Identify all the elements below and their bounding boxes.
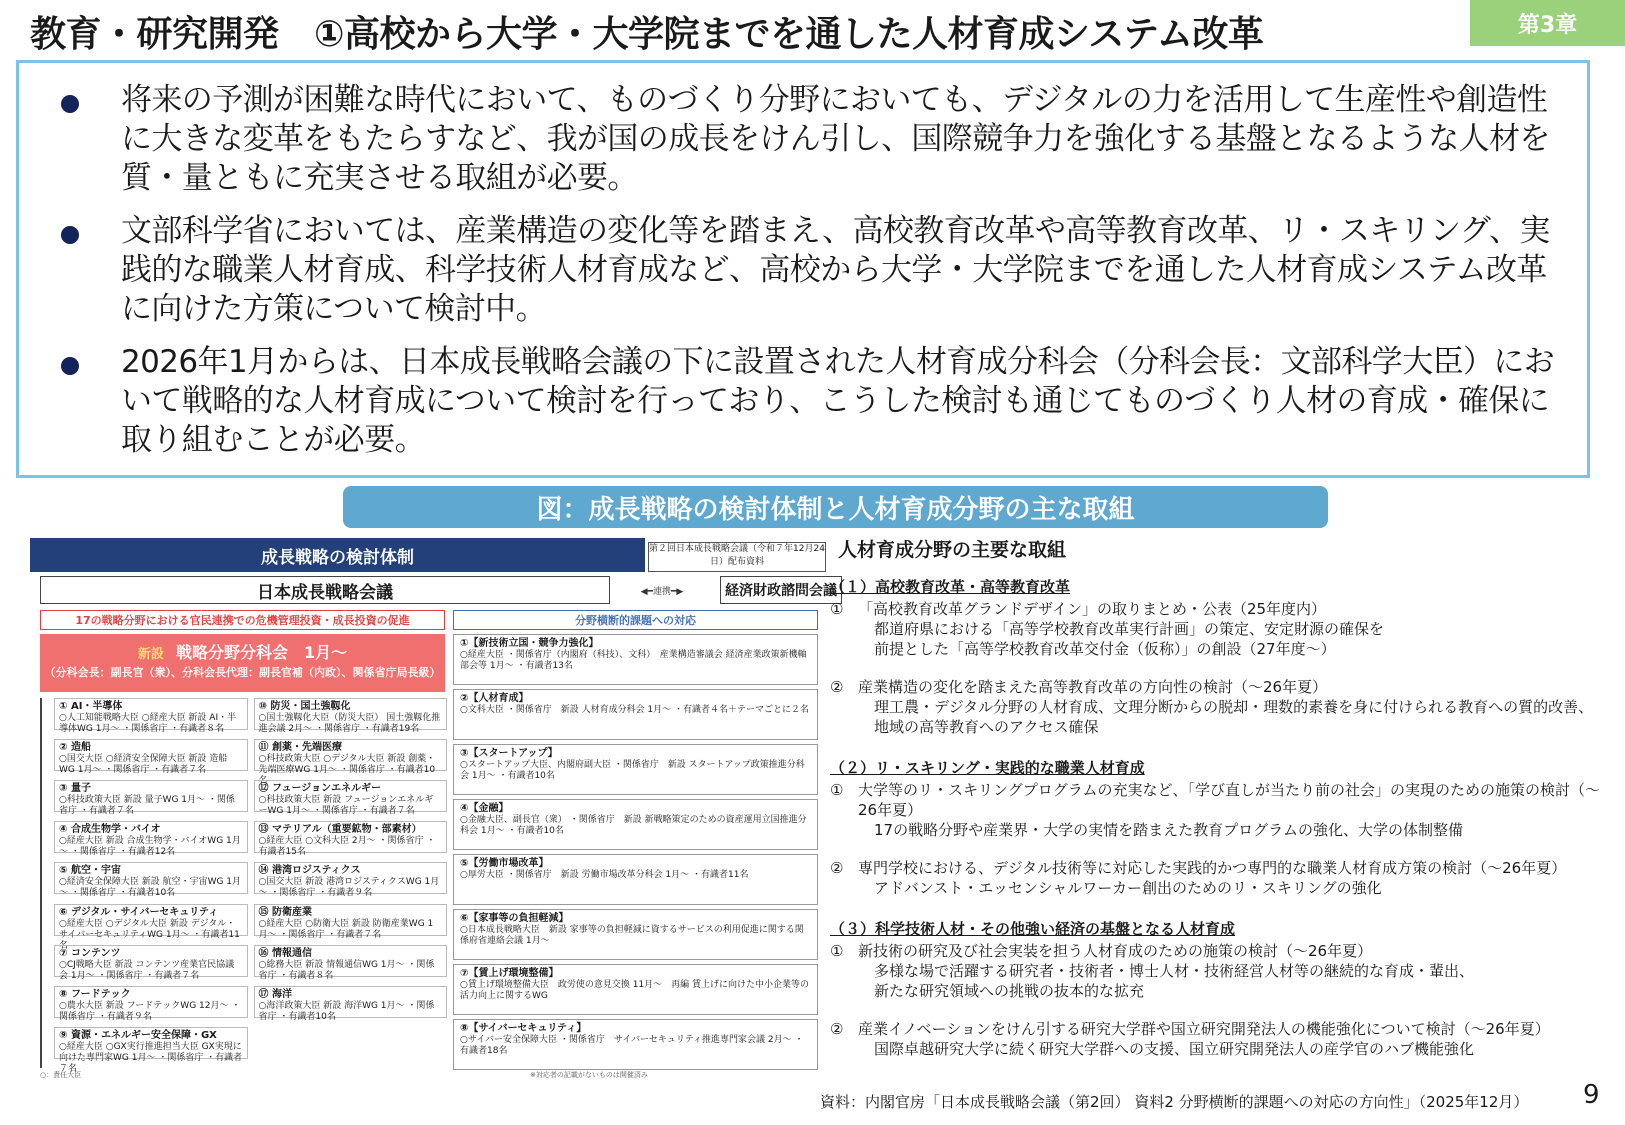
field-detail: ○科技政策大臣 ○デジタル大臣 新設 創薬・先端医療WG 1月～ ・関係省庁 ・有識者10名	[258, 754, 436, 787]
field-detail: ○国交大臣 ○経済安全保障大臣 新設 造船WG 1月～ ・関係省庁 ・有識者７名	[59, 754, 228, 776]
strategy-field-cell	[254, 698, 448, 734]
field-detail: ○海洋政策大臣 新設 海洋WG 1月～ ・関係省庁 ・有識者10名	[258, 1000, 435, 1022]
field-name: ⑧ フードテック	[59, 988, 131, 1000]
field-detail: ○科技政策大臣 新設 フュージョンエネルギーWG 1月～ ・関係省庁 ・有識者７名	[258, 795, 434, 817]
summary-box	[16, 60, 1590, 478]
strategy-field-cell	[54, 780, 248, 817]
initiative-text: 産業構造の変化を踏まえた高等教育改革の方向性の検討（～26年夏）	[858, 678, 1328, 696]
initiative-text: 大学等のリ・スキリングプログラムの充実など、「学び直しが当たり前の社会」の実現のための施策の検討（～26年夏）	[858, 781, 1601, 819]
bullet-text: 将来の予測が困難な時代において、ものづくり分野においても、デジタルの力を活用して生産性や創造性に大きな変革をもたらすなど、我が国の成長をけん引し、国際競争力を強化する基盤となるような人材を質・量ともに充実させる取組が必要。	[121, 82, 1550, 196]
initiatives-title: 人材育成分野の主要な取組	[838, 539, 1067, 561]
strategy-field-cell	[54, 1027, 248, 1074]
strategy-field-cell	[254, 945, 448, 981]
bullet-text: 文部科学省においては、産業構造の変化等を踏まえ、高校教育改革や高等教育改革、リ・スキリング、実践的な職業人材育成、科学技術人材育成など、高校から大学・大学院までを通した人材育成システム改革に向けた方策について検討中。	[121, 213, 1550, 327]
fiscal-council: 経済財政諮問会議	[720, 576, 842, 604]
item-gap	[830, 1001, 1610, 1017]
initiative-detail: 前提とした「高等学校教育改革交付金（仮称）」の創設（27年度～）	[874, 640, 1336, 658]
crosscutting-cell	[453, 634, 818, 685]
field-detail: ○経産大臣 ○防衛大臣 新設 防衛産業WG 1月～ ・関係省庁 ・有識者７名	[258, 918, 434, 940]
section-heading: （２）リ・スキリング・実践的な職業人材育成	[830, 759, 1145, 777]
field-name: ⑪ 創薬・先端医療	[258, 742, 342, 754]
initiative-detail: 17の戦略分野や産業界・大学の実情を踏まえた教育プログラムの強化、大学の体制整備	[874, 821, 1463, 839]
field-name: ⑭ 港湾ロジスティクス	[258, 865, 361, 877]
field-detail: ○経産大臣 ○GX実行推進担当大臣 GX実現に向けた専門家WG 1月～ ・関係省庁 ・有識者７名	[59, 1041, 243, 1074]
field-name: ⑦ コンテンツ	[59, 947, 121, 959]
bullet-dot-icon	[61, 95, 79, 113]
initiative-detail: 地域の高等教育へのアクセス確保	[874, 718, 1099, 736]
strategy-fields-heading: 17の戦略分野における官民連携での危機管理投資・成長投資の促進	[40, 610, 445, 630]
field-detail: ○CJ戦略大臣 新設 コンテンツ産業官民協議会 1月～ ・関係省庁 ・有識者７名	[59, 959, 235, 981]
initiative-detail: 新たな研究領域への挑戦の抜本的な拡充	[874, 982, 1145, 1000]
initiatives-panel	[830, 535, 1610, 1075]
governance-diagram	[30, 538, 837, 1086]
bullet-item	[61, 212, 1563, 329]
initiative-number: ①	[830, 600, 844, 618]
crosscutting-cell	[453, 854, 818, 905]
strategy-field-cell	[54, 862, 248, 899]
crosscutting-name: ⑥【家事等の負担軽減】	[460, 913, 569, 924]
field-name: ⑥ デジタル・サイバーセキュリティ	[59, 906, 219, 918]
crosscutting-list	[453, 634, 818, 1074]
initiative-text: 産業イノベーションをけん引する研究大学群や国立研究開発法人の機能強化について検討（～26年夏）	[858, 1020, 1550, 1038]
strategy-field-cell	[254, 780, 448, 817]
subcommittee-name: 戦略分野分科会 1月～	[175, 643, 348, 662]
field-name: ④ 合成生物学・バイオ	[59, 824, 161, 836]
source-note: 資料：内閣官房「日本成長戦略会議（第2回） 資料2 分野横断的課題への対応の方向性」（2025年12月）	[820, 1093, 1529, 1111]
field-name: ① AI・半導体	[59, 701, 123, 712]
chapter-badge: 第3章	[1470, 0, 1625, 46]
field-detail: ○経済安全保障大臣 新設 航空・宇宙WG 1月～ ・関係省庁 ・有識者10名	[59, 877, 242, 899]
crosscutting-detail: ○日本成長戦略大臣 新設 家事等の負担軽減に資するサービスの利用促進に関する関係府省連絡会議 1月～	[460, 925, 804, 946]
initiative-detail: 都道府県における「高等学校教育改革実行計画」の策定、安定財源の確保を	[874, 620, 1385, 638]
crosscutting-name: ③【スタートアップ】	[460, 748, 558, 759]
field-detail: ○経産大臣 ○デジタル大臣 新設 デジタル・サイバーセキュリティWG 1月～ ・有識者11名	[59, 918, 240, 951]
diagram-footnote-2: ※対応者の記載がないものは開催済み	[530, 1071, 648, 1079]
field-name: ⑯ 情報通信	[258, 947, 312, 959]
initiative-number: ②	[830, 678, 844, 696]
crosscutting-detail: ○金融大臣、副長官（衆） ・関係省庁 新設 新戦略策定のための資産運用立国推進分科会 1月～ ・有識者10名	[460, 815, 807, 836]
strategy-field-cell	[54, 986, 248, 1022]
field-name: ② 造船	[59, 742, 91, 754]
field-detail: ○国交大臣 新設 港湾ロジスティクスWG 1月～ ・関係省庁 ・有識者９名	[258, 877, 440, 899]
crosscutting-name: ④【金融】	[460, 803, 509, 814]
strategy-field-cell	[254, 986, 448, 1022]
item-gap	[830, 840, 1610, 856]
initiative-detail: 理工農・デジタル分野の人材育成、文理分断からの脱却・理数的素養を身に付けられる教育への質的改善、	[874, 698, 1594, 716]
page-number: 9	[1583, 1080, 1600, 1110]
crosscutting-name: ②【人材育成】	[460, 693, 529, 704]
field-detail: ○科技政策大臣 新設 量子WG 1月～ ・関係省庁 ・有識者７名	[59, 795, 235, 817]
bullet-dot-icon	[61, 357, 79, 375]
crosscutting-name: ①【新技術立国・競争力強化】	[460, 638, 599, 649]
field-name: ⑫ フュージョンエネルギー	[258, 783, 382, 795]
crosscutting-detail: ○サイバー安全保障大臣 ・関係省庁 サイバーセキュリティ推進専門家会議 2月～ ・有識者18名	[460, 1035, 804, 1056]
subcommittee-members: （分科会長：副長官（衆）、分科会長代理：副長官補（内政）、関係省庁局長級）	[44, 666, 441, 679]
figure-title: 図：成長戦略の検討体制と人材育成分野の主な取組	[343, 486, 1328, 528]
strategy-field-cell	[54, 821, 248, 858]
field-detail: ○国土強靱化大臣（防災大臣） 国土強靱化推進会議 2月～ ・関係省庁 ・有識者19名	[258, 713, 441, 734]
strategy-subcommittee	[40, 634, 445, 692]
initiative-item	[830, 1019, 1610, 1039]
field-name: ⑬ マテリアル（重要鉱物・部素材）	[258, 824, 422, 836]
field-name: ⑰ 海洋	[258, 988, 292, 1000]
initiative-item	[830, 599, 1610, 619]
initiative-item	[830, 677, 1610, 697]
crosscutting-detail: ○経産大臣 ・関係省庁（内閣府（科技）、文科） 産業構造審議会 経済産業政策新機軸部会等 1月～ ・有識者13名	[460, 650, 807, 671]
section-gap	[830, 898, 1610, 914]
strategy-field-cell	[254, 904, 448, 940]
crosscutting-name: ⑤【労働市場改革】	[460, 858, 549, 869]
field-name: ③ 量子	[59, 783, 91, 795]
crosscutting-detail: ○賃上げ環境整備大臣 政労使の意見交換 11月～ 再編 賃上げに向けた中小企業等の活力向上に関するWG	[460, 980, 810, 1001]
field-detail: ○経産大臣 新設 合成生物学・バイオWG 1月～ ・関係省庁 ・有識者12名	[59, 836, 241, 858]
initiative-text: 「高校教育改革グランドデザイン」の取りまとめ・公表（25年度内）	[858, 600, 1327, 618]
field-detail: ○総務大臣 新設 情報通信WG 1月～ ・関係省庁 ・有識者８名	[258, 959, 435, 981]
strategy-field-tree	[40, 698, 445, 1074]
initiative-detail: 多様な場で活躍する研究者・技術者・博士人材・技術経営人材等の継続的な育成・輩出、	[874, 962, 1475, 980]
crosscutting-cell	[453, 909, 818, 960]
strategy-field-cell	[54, 945, 248, 981]
strategy-field-cell	[54, 739, 248, 776]
crosscutting-heading: 分野横断的課題への対応	[453, 610, 818, 630]
field-name: ⑩ 防災・国土強靱化	[258, 701, 351, 712]
crosscutting-cell	[453, 964, 818, 1015]
initiative-number: ①	[830, 781, 844, 799]
link-arrow: ◀━連携━▶	[640, 586, 684, 597]
diagram-source-note: 第２回日本成長戦略会議（令和７年12月24日）配布資料	[648, 542, 826, 572]
section-heading: （３）科学技術人材・その他強い経済の基盤となる人材育成	[830, 920, 1236, 938]
strategy-field-cell	[254, 862, 448, 899]
crosscutting-name: ⑦【賃上げ環境整備】	[460, 968, 559, 979]
crosscutting-detail: ○文科大臣 ・関係省庁 新設 人材育成分科会 1月～ ・有識者４名＋テーマごとに２名	[460, 705, 810, 715]
diagram-header: 成長戦略の検討体制	[30, 538, 645, 572]
initiative-item	[830, 941, 1610, 961]
initiative-number: ②	[830, 1020, 844, 1038]
field-name: ⑤ 航空・宇宙	[59, 865, 121, 877]
initiative-text: 新技術の研究及び社会実装を担う人材育成のための施策の検討（～26年夏）	[858, 942, 1373, 960]
strategy-field-cell	[54, 904, 248, 951]
field-detail: ○農水大臣 新設 フードテックWG 12月～ ・関係省庁 ・有識者９名	[59, 1000, 241, 1022]
strategy-field-cell	[254, 739, 448, 787]
field-name: ⑮ 防衛産業	[258, 906, 312, 918]
crosscutting-cell	[453, 1019, 818, 1070]
item-gap	[830, 659, 1610, 675]
section-heading: （１）高校教育改革・高等教育改革	[830, 578, 1071, 596]
initiative-number: ①	[830, 942, 844, 960]
bullet-dot-icon	[61, 226, 79, 244]
bullet-item	[61, 343, 1563, 460]
page-title: 教育・研究開発 ①高校から大学・大学院までを通した人材育成システム改革	[30, 14, 1264, 55]
section-gap	[830, 737, 1610, 753]
strategy-field-cell	[54, 698, 248, 734]
initiative-detail: 国際卓越研究大学に続く研究大学群への支援、国立研究開発法人の産学官のハブ機能強化	[874, 1040, 1475, 1058]
initiative-item	[830, 780, 1610, 820]
field-detail: ○人工知能戦略大臣 ○経産大臣 新設 AI・半導体WG 1月～ ・関係省庁 ・有識者８名	[59, 713, 237, 734]
initiative-number: ②	[830, 859, 844, 877]
crosscutting-cell	[453, 689, 818, 740]
bullet-text: 2026年1月からは、日本成長戦略会議の下に設置された人材育成分科会（分科会長：文部科学大臣）において戦略的な人材育成について検討を行っており、こうした検討も通じてものづくり人材の育成・確保に取り組むことが必要。	[121, 344, 1555, 458]
crosscutting-detail: ○スタートアップ大臣、内閣府副大臣 ・関係省庁 新設 スタートアップ政策推進分科会 1月～ ・有識者10名	[460, 760, 805, 781]
crosscutting-cell	[453, 799, 818, 850]
initiative-detail: アドバンスト・エッセンシャルワーカー創出のためのリ・スキリングの強化	[874, 879, 1382, 897]
initiative-text: 専門学校における、デジタル技術等に対応した実践的かつ専門的な職業人材育成方策の検討（～26年夏）	[858, 859, 1567, 877]
new-badge: 新設	[137, 647, 164, 662]
diagram-footnote: ○：責任大臣	[40, 1071, 82, 1079]
strategy-field-cell	[254, 821, 448, 858]
crosscutting-detail: ○厚労大臣 ・関係省庁 新設 労働市場改革分科会 1月～ ・有識者11名	[460, 870, 749, 880]
crosscutting-cell	[453, 744, 818, 795]
field-name: ⑨ 資源・エネルギー安全保障・GX	[59, 1029, 217, 1041]
growth-strategy-meeting: 日本成長戦略会議	[40, 576, 610, 604]
initiative-item	[830, 858, 1610, 878]
crosscutting-name: ⑧【サイバーセキュリティ】	[460, 1023, 587, 1034]
field-detail: ○経産大臣 ○文科大臣 2月～ ・関係省庁 ・有識者15名	[258, 836, 436, 858]
bullet-item	[61, 81, 1563, 198]
